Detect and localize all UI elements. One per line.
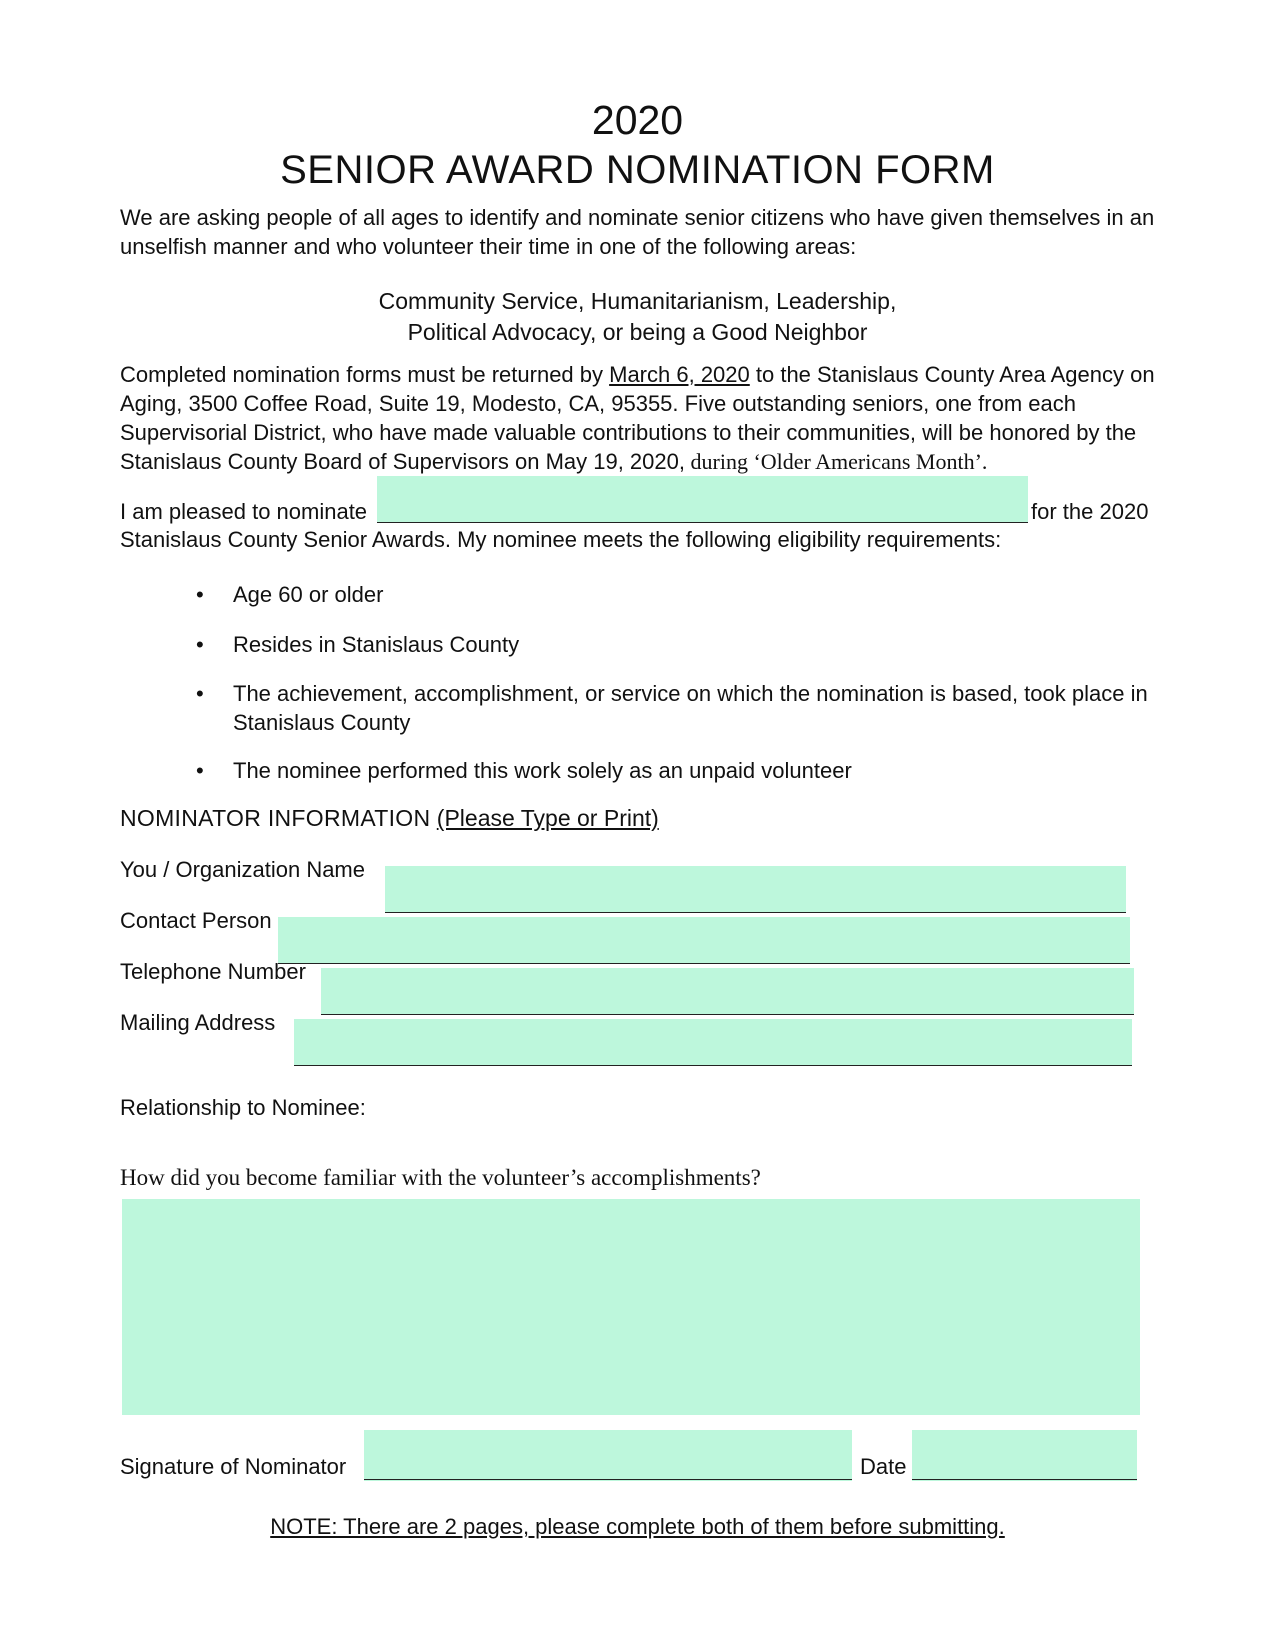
nominate-line-2: Stanislaus County Senior Awards. My nominee meets the following eligibility requirements: <box>120 527 1002 552</box>
nominate-prefix: I am pleased to nominate <box>120 499 368 524</box>
name-underline <box>385 912 1126 913</box>
address-underline <box>294 1065 1132 1066</box>
deadline-date: March 6, 2020 <box>609 362 750 387</box>
intro-paragraph: We are asking people of all ages to identify and nominate senior citizens who have given themselves in an unselfish manner and who volunteer their time in one of the following areas: <box>120 205 1155 259</box>
signature-field[interactable] <box>364 1430 852 1481</box>
nominee-underline <box>377 522 1028 523</box>
signature-label: Signature of Nominator <box>120 1454 347 1479</box>
bullet-icon: • <box>196 582 204 607</box>
requirement-item: Resides in Stanislaus County <box>233 632 520 657</box>
date-label: Date <box>860 1454 907 1479</box>
familiar-question: How did you become familiar with the volunteer’s accomplishments? <box>120 1165 761 1190</box>
areas-line-1: Community Service, Humanitarianism, Leadership, <box>378 288 897 314</box>
areas-line-2: Political Advocacy, or being a Good Neighbor <box>407 319 868 345</box>
form-year: 2020 <box>591 97 684 143</box>
nominee-name-field[interactable] <box>377 476 1028 523</box>
bullet-icon: • <box>196 632 204 657</box>
submission-note: NOTE: There are 2 pages, please complete both of them before submitting. <box>270 1514 1005 1539</box>
familiar-answer-field[interactable] <box>122 1199 1140 1415</box>
organization-name-field[interactable] <box>385 866 1126 913</box>
deadline-paragraph <box>120 360 1170 476</box>
deadline-prefix: Completed nomination forms must be returned by <box>120 362 610 387</box>
bullet-icon: • <box>196 681 204 706</box>
requirement-item: The nominee performed this work solely as an unpaid volunteer <box>233 758 852 783</box>
contact-person-field[interactable] <box>278 917 1130 964</box>
address-label: Mailing Address <box>120 1010 276 1035</box>
phone-underline <box>321 1014 1134 1015</box>
signature-underline <box>364 1479 852 1480</box>
relationship-label: Relationship to Nominee: <box>120 1095 366 1120</box>
nominate-suffix: for the 2020 <box>1031 499 1149 524</box>
nominator-heading <box>120 804 659 833</box>
nominator-heading-note: (Please Type or Print) <box>436 805 659 831</box>
form-title: SENIOR AWARD NOMINATION FORM <box>280 148 995 192</box>
nominator-heading-text: NOMINATOR INFORMATION <box>120 805 431 831</box>
phone-label: Telephone Number <box>120 959 306 984</box>
contact-underline <box>278 963 1130 964</box>
bullet-icon: • <box>196 758 204 783</box>
telephone-field[interactable] <box>321 968 1134 1015</box>
deadline-middle: to the Stanislaus County Area Agency on Aging, 3500 Coffee Road, Suite 19, Modesto, CA, 95355. Five outstanding seniors, one from each Supervisorial District, who have made valuable contributions to their communities, will be honored by the Stanislaus County Board of Supervisors on May 19, 2020, <box>120 362 1155 474</box>
mailing-address-field[interactable] <box>294 1019 1132 1066</box>
date-field[interactable] <box>912 1430 1137 1481</box>
name-label: You / Organization Name <box>120 857 365 882</box>
requirement-item: Age 60 or older <box>233 582 384 607</box>
contact-label: Contact Person <box>120 908 272 933</box>
date-underline <box>912 1479 1137 1480</box>
deadline-suffix: during ‘Older Americans Month’. <box>685 449 988 474</box>
requirement-item: The achievement, accomplishment, or service on which the nomination is based, took place in Stanislaus County <box>233 681 1148 735</box>
